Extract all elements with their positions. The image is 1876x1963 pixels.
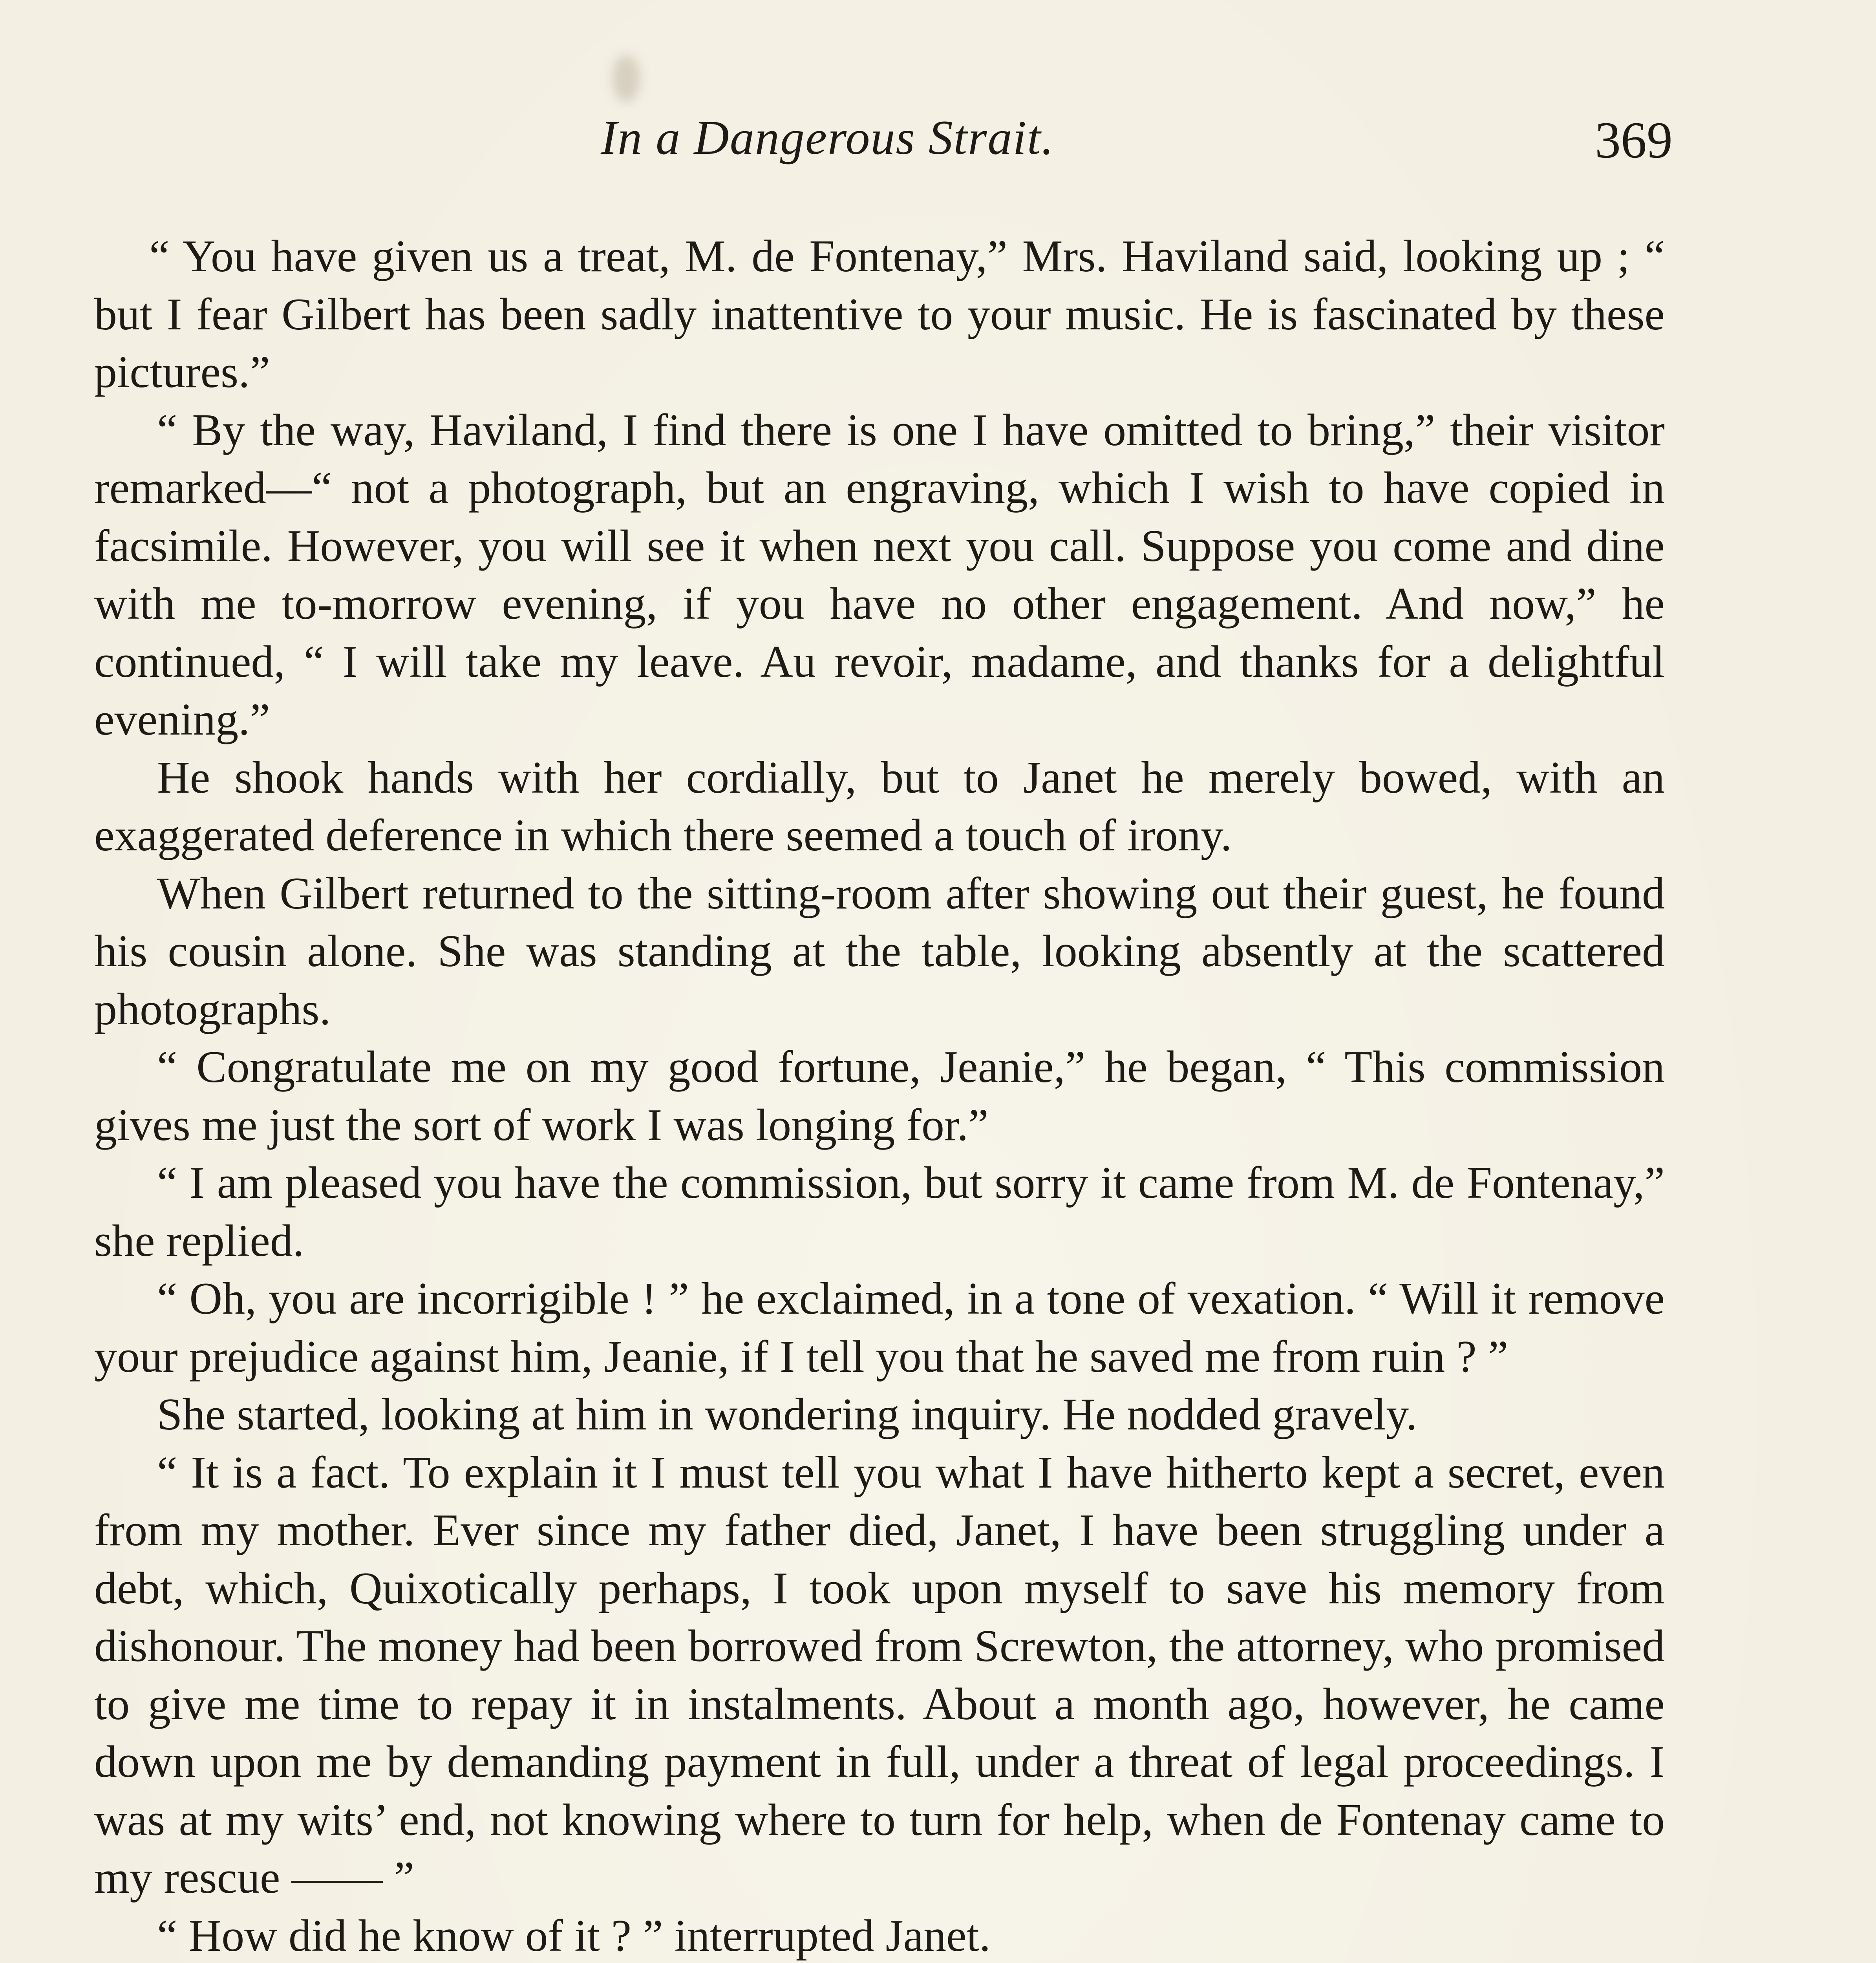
paragraph: “ I am pleased you have the commission, but sorry it came from M. de Fontenay,” she replied. (94, 1158, 1665, 1266)
page-number: 369 (1595, 111, 1673, 169)
running-title: In a Dangerous Strait. (601, 111, 1055, 164)
paragraph: “ How did he know of it ? ” interrupted Janet. (157, 1910, 991, 1961)
ink-smudge (613, 55, 640, 102)
body-text (94, 228, 1665, 1963)
paragraph: “ Congratulate me on my good fortune, Jeanie,” he began, “ This commission gives me just the sort of work I was longing for.” (94, 1042, 1665, 1150)
paragraph: When Gilbert returned to the sitting-room after showing out their guest, he found his cousin alone. She was standing at the table, looking absently at the scattered photographs. (94, 868, 1665, 1035)
paragraph: “ By the way, Haviland, I find there is one I have omitted to bring,” their visitor remarked—“ not a photograph, but an engraving, which I wish to have copied in facsimile. However, you will see it when next you call. Suppose you come and dine with me to-morrow evening, if you have no other engagement. And now,” he continued, “ I will take my leave. Au revoir, madame, and thanks for a delightful evening.” (94, 405, 1665, 745)
paragraph: “ You have given us a treat, M. de Fontenay,” Mrs. Haviland said, looking up ; “ but I fear Gilbert has been sadly inattentive to your music. He is fascinated by these pictures.” (94, 231, 1665, 397)
page-header (94, 110, 1673, 188)
paragraph: “ It is a fact. To explain it I must tell you what I have hitherto kept a secret, even from my mother. Ever since my father died, Janet, I have been struggling under a debt, which, Quixotically perhaps, I took upon myself to save his memory from dishonour. The money had been borrowed from Screwton, the attorney, who promised to give me time to repay it in instalments. About a month ago, however, he came down upon me by demanding payment in full, under a threat of legal proceedings. I was at my wits’ end, not knowing where to turn for help, when de Fontenay came to my rescue —— ” (94, 1447, 1665, 1903)
paragraph: He shook hands with her cordially, but to Janet he merely bowed, with an exaggerated deference in which there seemed a touch of irony. (94, 752, 1665, 861)
paragraph: She started, looking at him in wondering inquiry. He nodded gravely. (157, 1389, 1417, 1440)
paragraph: “ Oh, you are incorrigible ! ” he exclaimed, in a tone of vexation. “ Will it remove your prejudice against him, Jeanie, if I tell you that he saved me from ruin ? ” (94, 1274, 1665, 1382)
